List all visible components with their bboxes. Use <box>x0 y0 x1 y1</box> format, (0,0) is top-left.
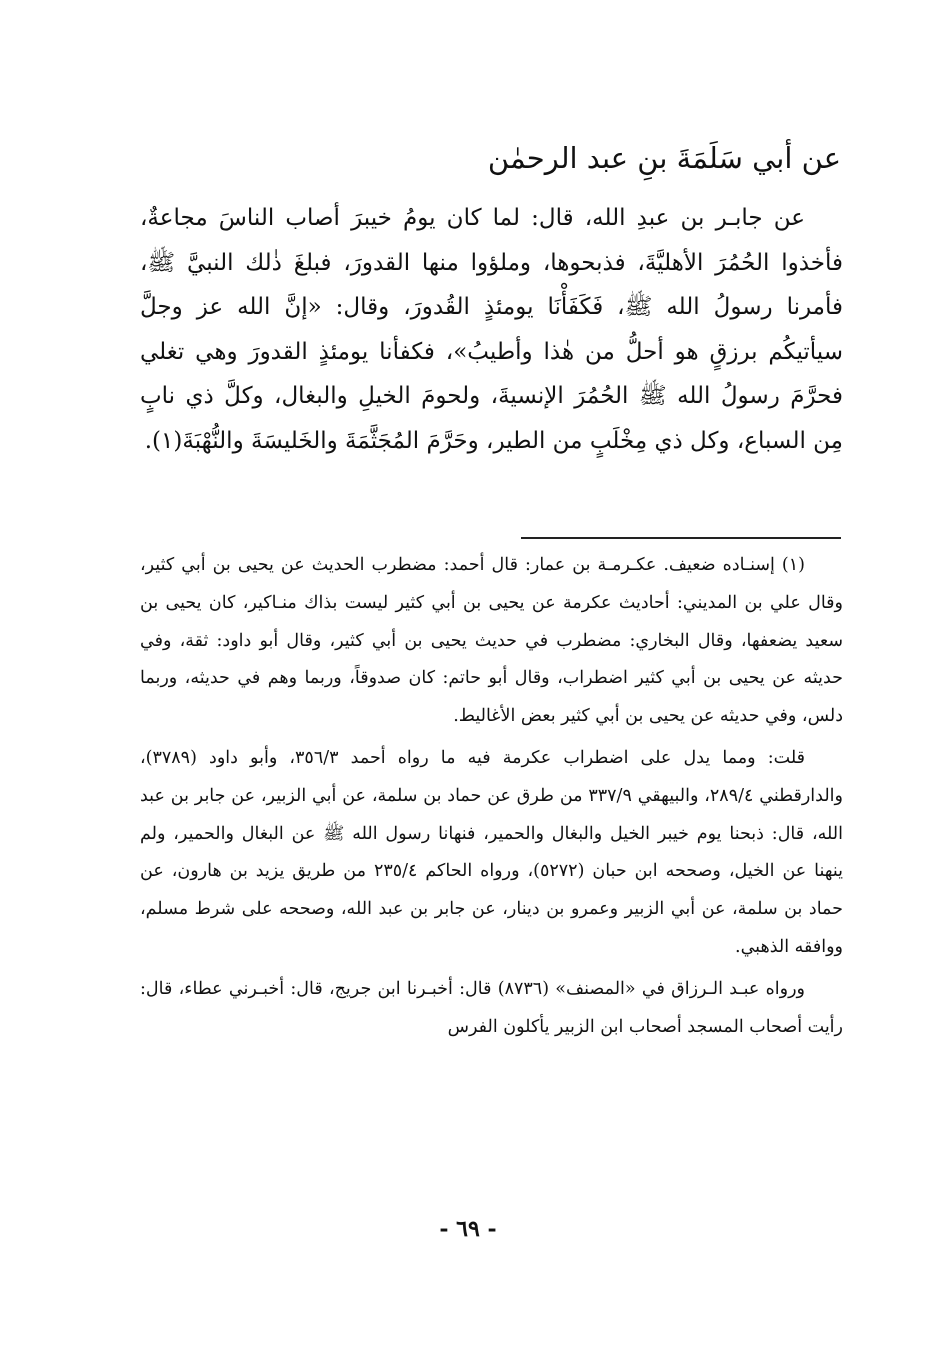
footnote-paragraph: (١) إسنـاده ضعيف. عكـرمـة بن عمار: قال أحمد: مضطرب الحديث عن يحيى بن أبي كثير، وقال علي بن المديني: أحاديث عكرمة عن يحيى بن أبي كثير ليست بذاك منـاكير، كان يحيى بن سعيد يضعفها، وقال البخاري: مضطرب في حديث يحيى بن أبي كثير، وقال أبو داود: ثقة، وفي حديثه عن يحيى بن أبي كثير اضطراب، وقال أبو حاتم: كان صدوقاً، وربما وهم في حديثه، وربما دلس، وفي حديثه عن يحيى بن أبي كثير بعض الأغاليط. <box>140 555 843 727</box>
footnote-paragraph: ورواه عبـد الـرزاق في «المصنف» (٨٧٣٦) قال: أخبـرنا ابن جريج، قال: أخبـرني عطاء، قال: رأيت أصحاب المسجد أصحاب ابن الزبير يأكلون الفرس <box>140 978 843 1037</box>
footnote-paragraph: قلت: ومما يدل على اضطراب عكرمة فيه ما رواه أحمد ٣٥٦/٣، وأبو داود (٣٧٨٩)، والدارقطني ٢٨٩/٤، والبيهقي ٣٣٧/٩ من طرق عن حماد بن سلمة، عن أبي الزبير، عن جابر بن عبد الله، قال: ذبحنا يوم خيبر الخيل والبغال والحمير، فنهانا رسول الله ﷺ عن البغال والحمير، ولم ينهنا عن الخيل، وصححه ابن حبان (٥٢٧٢)، ورواه الحاكم ٢٣٥/٤ من طريق يزيد بن هارون، عن حماد بن سلمة، عن أبي الزبير وعمرو بن دينار، عن جابر بن عبد الله، وصححه على شرط مسلم، ووافقه الذهبي. <box>140 747 843 957</box>
hadith-paragraph: عن جابـر بن عبدِ الله، قال: لما كان يومُ خيبرَ أصاب الناسَ مجاعةٌ، فأخذوا الحُمُرَ الأهليَّةَ، فذبحوها، وملؤوا منها القدورَ، فبلغَ ذٰلك النبيَّ ﷺ، فأمرنا رسولُ الله ﷺ، فَكَفَأْنَا يومئذٍ القُدورَ، وقال: «إنَّ الله عز وجلَّ سيأتيكُم برزقٍ هو أحلُّ من هٰذا وأطيبُ»، فكفأنا يومئذٍ القدورَ وهي تغلي فحرَّمَ رسولُ الله ﷺ الحُمُرَ الإنسيةَ، ولحومَ الخيلِ والبغال، وكلَّ ذي نابٍ مِن السباع، وكل ذي مِخْلَبٍ من الطير، وحَرَّمَ المُجَثَّمَةَ والخَليسَةَ والنُّهْبَةَ(١). <box>140 205 843 454</box>
hadith-text <box>140 196 843 463</box>
footnotes <box>140 547 843 1046</box>
chapter-heading: عن أبي سَلَمَةَ بنِ عبد الرحمٰن <box>487 141 841 175</box>
footnote-divider <box>521 537 841 539</box>
page-number: - ٦٩ - <box>439 1216 497 1242</box>
